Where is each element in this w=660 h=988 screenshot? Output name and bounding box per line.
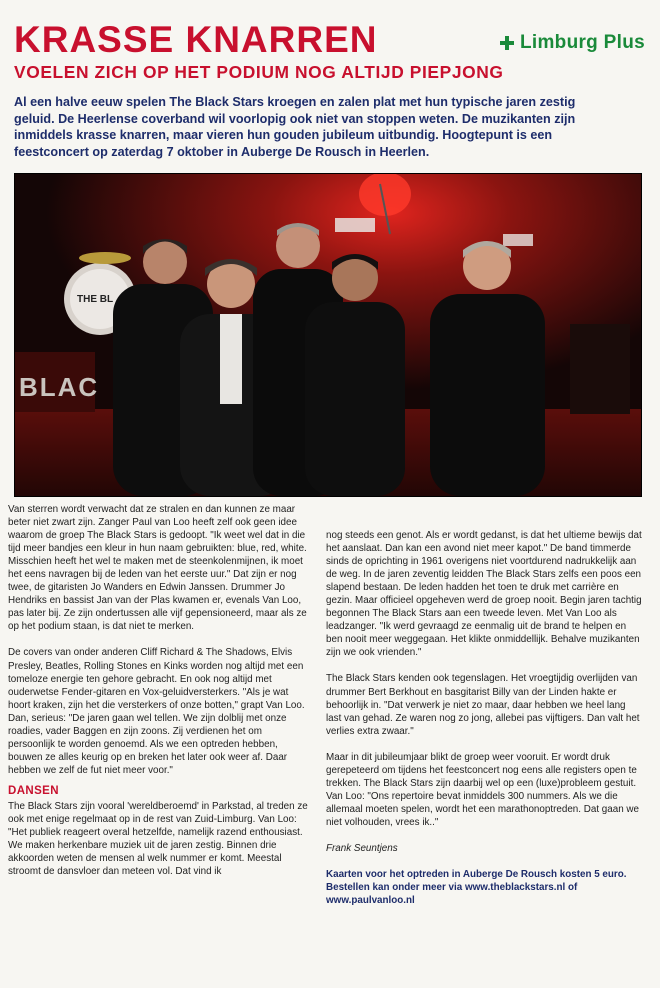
band-photo-illustration bbox=[15, 174, 641, 496]
limburg-plus-icon bbox=[500, 36, 514, 50]
logo-text: Limburg Plus bbox=[520, 32, 645, 53]
paragraph: De covers van onder anderen Cliff Richard & The Shadows, Elvis Presley, Beatles, Rolling Stones en Kinks worden nog altijd met een tomeloze energie ten gehore gebracht. En ook nog altijd met ouderwetse Fender-gitaren en Vox-geluidversterkers. "Als je wat hoort kraken, zijn het die versterkers of onze botten," grapt Van Loo. Dan, serieus: "De jaren gaan wel tellen. We zijn dolblij met onze roadies, vader Baggen en zijn zoons. Zij verdienen het om persoonlijk te worden genoemd. Als we een optreden hebben, bouwen ze alles keurig op en breken het later ook weer af. Daar hebben we zelf de fut niet meer voor." bbox=[8, 647, 305, 776]
ticket-info: Kaarten voor het optreden in Auberge De Rousch kosten 5 euro. Bestellen kan onder meer via www.theblackstars.nl of www.paulvanloo.nl bbox=[326, 869, 627, 907]
author-byline: Frank Seuntjens bbox=[326, 842, 398, 854]
article-subtitle: VOELEN ZICH OP HET PODIUM NOG ALTIJD PIEPJONG bbox=[14, 62, 504, 82]
article-column-right bbox=[326, 529, 642, 920]
paragraph: nog steeds een genot. Als er wordt gedanst, is dat het ultieme bewijs dat het aanslaat. Dan kan een avond niet meer kapot." De band timmerde sinds de oprichting in 1961 overigens niet voortdurend nadrukkelijk aan de weg. In de jaren zeventig leidden The Black Stars zelfs een poos een slapend bestaan. De leden hadden het toen te druk met carrière en gezin. Maar officieel opgeheven werd de groep nooit. Begin jaren tachtig begonnen The Black Stars aan een tweede leven. Met Van Loo als leadzanger. "Ik werd gevraagd ze eenmalig uit de brand te helpen en ben nooit meer weggegaan. Het klikte onmiddellijk. Behalve muzikanten zijn we ook vrienden." bbox=[326, 530, 642, 659]
band-photo bbox=[14, 173, 642, 497]
publication-logo bbox=[500, 30, 645, 56]
drum-head-text: THE BL bbox=[77, 294, 114, 305]
paragraph: The Black Stars kenden ook tegenslagen. Het vroegtijdig overlijden van drummer Bert Berkhout en basgitarist Billy van der Linden hakte er behoorlijk in. "Dat verwerk je niet zo maar, daar hebben we heel lang last van gehad. Ze waren nog zo jong, allebei pas vijftigers. Dan valt het verlies extra zwaar." bbox=[326, 673, 640, 737]
stage-banner-text: BLAC bbox=[19, 372, 100, 402]
paragraph: Van sterren wordt verwacht dat ze stralen en dan kunnen ze maar beter niet zwart zijn. Zanger Paul van Loo heeft zelf ook geen idee waarom de groep The Black Stars is gedoopt. "Ik weet wel dat in die tijd meer bandjes een kleur in hun naam gebruikten: blue, red, white. Misschien heeft het wel te maken met de steenkolenmijnen, ik moet het eens navragen bij de leden van het eerste uur." Dat zijn er nog twee, de gitaristen Jo Wanders en Edwin Janssen. Drummer Jo Hendriks en bassist Jan van der Plas kwamen er, evenals Van Loo, pas later bij. Ze zijn ondertussen alle vijf gepensioneerd, maar als ze op het podium staan, is dat niet te merken. bbox=[8, 504, 307, 633]
article-intro: Al een halve eeuw spelen The Black Stars kroegen en zalen plat met hun typische jaren zestig geluid. De Heerlense coverband wil voorlopig ook niet van stoppen weten. De muzikanten zijn inmiddels krasse knarren, maar vieren hun gouden jubileum uitbundig. Hoogtepunt is een feestconcert op zaterdag 7 oktober in Auberge De Rousch in Heerlen. bbox=[14, 95, 576, 159]
paragraph: The Black Stars zijn vooral 'wereldberoemd' in Parkstad, al treden ze ook met enige regelmaat op in de rest van Zuid-Limburg. Van Loo: "Het publiek reageert overal hetzelfde, namelijk razend enthousiast. We maken herkenbare muziek uit de jaren zestig. Binnen drie akkoorden weten de mensen al welk nummer er komt. Meestal stroomt de dansvloer dan meteen vol. Dat vind ik bbox=[8, 800, 308, 878]
article-title: KRASSE KNARREN bbox=[14, 19, 378, 60]
article-column-left bbox=[8, 503, 308, 891]
paragraph: Maar in dit jubileumjaar blikt de groep weer vooruit. Er wordt druk gerepeteerd om tijdens het feestconcert nog eens alle registers open te trekken. The Black Stars zijn daarbij wel op een (luxe)probleem gestuit. Van Loo: "Ons repertoire bevat inmiddels 300 nummers. Als we die allemaal moeten spelen, wordt het een marathonoptreden. Dat gaan we niet volhouden, vrees ik.." bbox=[326, 751, 640, 828]
section-heading: DANSEN bbox=[8, 784, 59, 797]
